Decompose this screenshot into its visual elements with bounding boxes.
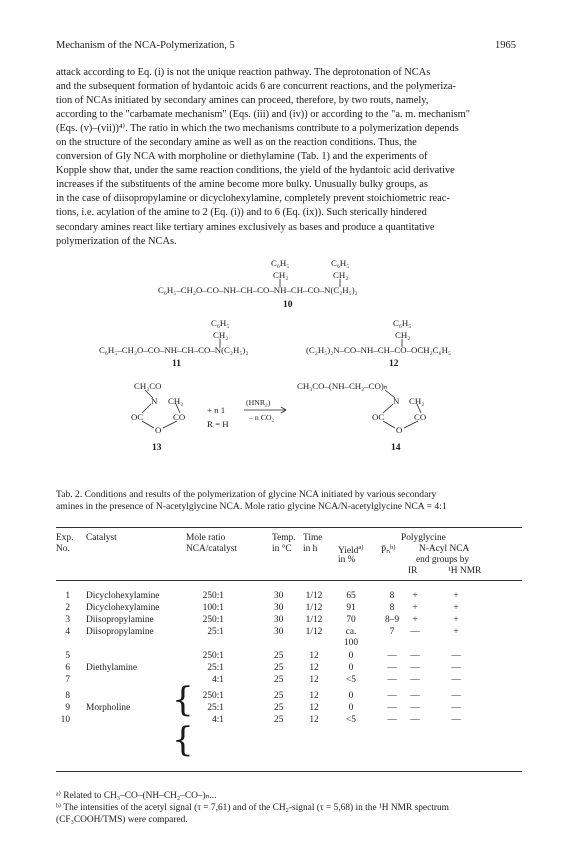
arrow-top-label: (HNR₂) [246,398,271,407]
body-line: conversion of Gly NCA with morpholine or diethylamine (Tab. 1) and the experiments of [56,151,428,163]
compound-14-label: 14 [391,443,401,453]
header-temp: Temp. [272,533,296,543]
plus-n-1: + n 1 [207,405,226,415]
body-line: increases if the substituents of the amine become more bulky. Unusually bulky groups, as [56,179,428,191]
header-mole-ratio-unit: NCA/catalyst [186,544,238,554]
c13-co: CO [173,412,186,422]
cell-temp: 25 [274,651,284,661]
cell-no: 7 [65,675,70,685]
cell-pn: 8 [389,603,395,613]
body-line: tion of NCAs initiated by secondary amines can proceed, therefore, by two routs, namely, [56,95,429,107]
c12-chain: (C₂H₅)₂N–CO–NH–CH–CO–OCH₂C₆H₅ [306,345,451,355]
header-exp: Exp. [56,533,74,543]
header-acyl-nca: N-Acyl NCA [419,544,470,554]
cell-pn: — [387,663,397,673]
bond-line [176,404,180,413]
cell-pn: — [387,675,397,685]
c10-phenyl-a: C₆H₅ [271,258,290,268]
c14-ch2: CH₂ [409,396,425,406]
cell-no: 8 [65,691,70,701]
compound-12-label: 12 [389,359,399,369]
cell-yield: <5 [346,715,356,725]
brace-diethylamine: { [172,680,194,720]
header-mole-ratio: Mole ratio [186,533,226,543]
cell-ratio: 250:1 [202,591,224,601]
cell-nmr: — [451,703,461,713]
c13-oc: OC [131,412,144,422]
cell-pn: — [387,651,397,661]
cell-time: 12 [309,703,319,713]
body-line: Kopple show that, under the same reaction conditions, the yield of the hydantoic acid derivative [56,165,455,177]
bond-line [404,421,418,428]
cell-no: 9 [65,703,70,713]
bond-line [385,390,395,398]
table-rule-mid [56,580,522,581]
cell-time: 1/12 [305,591,323,601]
cell-ratio: 250:1 [202,691,224,701]
header-temp-unit: in °C [272,544,292,554]
c14-chain: CH₃CO–(NH–CH₂–CO)ₙ [297,381,388,391]
cell-pn: 7 [389,627,395,637]
cell-yield: ca. [345,627,357,637]
c12-phenyl: C₆H₅ [393,318,412,328]
cell-ratio: 4:1 [212,715,224,725]
cell-yield: 100 [343,638,359,648]
table-caption [56,489,522,514]
cell-time: 12 [309,651,319,661]
c14-oc: OC [372,412,385,422]
cell-time: 1/12 [305,603,323,613]
cell-cat: Dicyclohexylamine [86,603,160,613]
cell-yield: <5 [346,675,356,685]
cell-nmr: + [453,615,459,625]
table-rule-top [56,527,522,528]
body-line: on the structure of the secondary amine as well as on the reaction conditions. Thus, the [56,137,417,149]
c11-chain: C₆H₅–CH₂O–CO–NH–CH–CO–N(C₂H₅)₂ [99,345,249,355]
cell-no: 4 [65,627,70,637]
c13-acetyl: CH₃CO [134,381,162,391]
header-time: Time [303,533,323,543]
cell-time: 1/12 [305,627,323,637]
cell-no: 1 [65,591,70,601]
cell-pn: 8–9 [384,615,400,625]
cell-pn: — [387,703,397,713]
header-no: No. [56,544,70,554]
caption-line: amines in the presence of N-acetylglycine NCA. Mole ratio glycine NCA/N-acetylglycine NCA = 4:1 [56,501,447,513]
cell-no: 10 [60,715,70,725]
cell-cat: Morpholine [86,703,131,713]
compound-10-label: 10 [283,300,293,310]
header-nmr: ¹H NMR [448,566,482,576]
c10-ch2-a: CH₂ [273,270,289,280]
cell-ratio: 100:1 [202,603,224,613]
footnote-b-cont: (CF₃COOH/TMS) were compared. [56,814,188,825]
bond-line [142,404,151,413]
header-pn-text: P̄ₙ [381,546,390,557]
brace-morpholine: { [172,720,194,760]
cell-nmr: + [453,603,459,613]
cell-ir: + [412,603,418,613]
cell-ratio: 4:1 [212,675,224,685]
cell-temp: 30 [274,603,284,613]
cell-ir: — [410,663,420,673]
bond-line [417,404,421,413]
cell-no: 3 [65,615,70,625]
header-pn-footnote: b) [389,544,396,551]
bond-line [383,404,393,413]
bond-line [142,421,154,428]
body-line: in the case of diisopropylamine or dicyclohexylamine, completely prevent stoichiometric reac- [56,193,450,205]
page-number: 1965 [495,40,516,51]
cell-nmr: + [453,627,459,637]
compound-11-label: 11 [172,359,181,369]
cell-ratio: 25:1 [207,627,224,637]
body-line: attack according to Eq. (i) is not the unique reaction pathway. The deprotonation of NCAs [56,67,431,78]
c14-co: CO [414,412,427,422]
compound-13-label: 13 [152,443,162,453]
cell-time: 12 [309,675,319,685]
header-ir: IR [408,566,418,576]
table-rule-bottom [56,771,522,772]
cell-temp: 25 [274,691,284,701]
footnote-b: ᵇ⁾ The intensities of the acetyl signal (τ = 7,61) and of the CH₂-signal (τ = 5,68) in the ¹H NMR spectrum [56,802,449,813]
cell-nmr: — [451,663,461,673]
header-polyglycine: Polyglycine [401,533,446,543]
cell-yield: 70 [346,615,356,625]
cell-nmr: — [451,715,461,725]
body-line: according to the "carbamate mechanism" (Eqs. (iii) and (iv)) or according to the "a. m. mechanism" [56,109,470,121]
header-yield-footnote: a) [358,544,364,551]
c12-ch2: CH₂ [395,330,411,340]
body-line: (Eqs. (v)–(vii))⁴⁾. The ratio in which the two mechanisms contribute to a polymerization depends [56,123,459,135]
cell-no: 2 [65,603,70,613]
table-footnotes [56,791,522,826]
body-line: and the subsequent formation of hydantoic acids 6 are concurrent reactions, and the polymeriza- [56,81,456,93]
cell-temp: 30 [274,615,284,625]
c11-ch2: CH₂ [213,330,229,340]
cell-yield: 0 [348,651,354,661]
c10-phenyl-b: C₆H₅ [331,258,350,268]
cell-cat: Diisopropylamine [86,615,154,625]
cell-no: 6 [65,663,70,673]
header-yield-text: Yield [338,546,359,557]
bond-line [163,421,177,428]
cell-ir: + [412,591,418,601]
cell-yield: 0 [348,691,354,701]
cell-ratio: 250:1 [202,651,224,661]
cell-ir: — [410,627,420,637]
body-line: secondary amines react like tertiary amines exclusively as bases and produce a quantitative [56,221,435,233]
cell-time: 12 [309,715,319,725]
cell-no: 5 [65,651,70,661]
cell-cat: Dicyclohexylamine [86,591,160,601]
cell-ratio: 250:1 [202,615,224,625]
c14-o: O [396,425,403,435]
cell-cat: Diisopropylamine [86,627,154,637]
cell-yield: 0 [348,703,354,713]
header-pn [381,544,395,556]
cell-time: 12 [309,691,319,701]
cell-pn: — [387,715,397,725]
cell-time: 1/12 [305,615,323,625]
bond-line [145,390,153,398]
cell-yield: 0 [348,663,354,673]
caption-line: Tab. 2. Conditions and results of the polymerization of glycine NCA initiated by various secondary [56,489,437,500]
cell-temp: 25 [274,715,284,725]
body-line: tions, i.e. acylation of the amine to 2 (Eq. (i)) and to 6 (Eq. (ix)). Such sterically hindered [56,207,427,219]
cell-pn: — [387,691,397,701]
cell-pn: 8 [389,591,395,601]
cell-ir: — [410,675,420,685]
c10-chain: C₆H₅–CH₂O–CO–NH–CH–CO–NH–CH–CO–N(C₂H₅)₂ [158,285,358,295]
cell-temp: 25 [274,675,284,685]
cell-nmr: — [451,691,461,701]
header-yield-unit: in % [338,555,356,565]
c14-n: N [393,396,400,406]
cell-nmr: — [451,675,461,685]
footnote-a: ᵃ⁾ Related to CH₃–CO–(NH–CH₂–CO–)ₙ... [56,791,217,801]
cell-yield: 91 [346,603,356,613]
arrow-bottom-label: – n CO₂ [249,413,275,422]
cell-time: 12 [309,663,319,673]
running-title: Mechanism of the NCA-Polymerization, 5 [56,40,235,51]
cell-ir: — [410,703,420,713]
cell-temp: 25 [274,703,284,713]
body-line: polymerization of the NCAs. [56,235,177,247]
cell-nmr: + [453,591,459,601]
cell-ir: — [410,691,420,701]
cell-ratio: 25:1 [207,663,224,673]
c10-ch2-b: CH₂ [333,270,349,280]
r-equals-h: R = H [207,419,229,429]
cell-cat: Diethylamine [86,663,138,673]
cell-ir: — [410,651,420,661]
header-time-unit: in h [303,544,318,554]
cell-temp: 30 [274,627,284,637]
header-end-groups: end groups by [416,555,470,565]
c13-ch2: CH₂ [168,396,184,406]
cell-yield: 65 [346,591,356,601]
cell-temp: 25 [274,663,284,673]
c11-phenyl: C₆H₅ [211,318,230,328]
cell-temp: 30 [274,591,284,601]
header-catalyst: Catalyst [86,533,117,543]
cell-ir: — [410,715,420,725]
c13-o: O [155,425,162,435]
bond-line [383,421,395,428]
cell-nmr: — [451,651,461,661]
cell-ir: + [412,615,418,625]
cell-ratio: 25:1 [207,703,224,713]
c13-n: N [151,396,158,406]
